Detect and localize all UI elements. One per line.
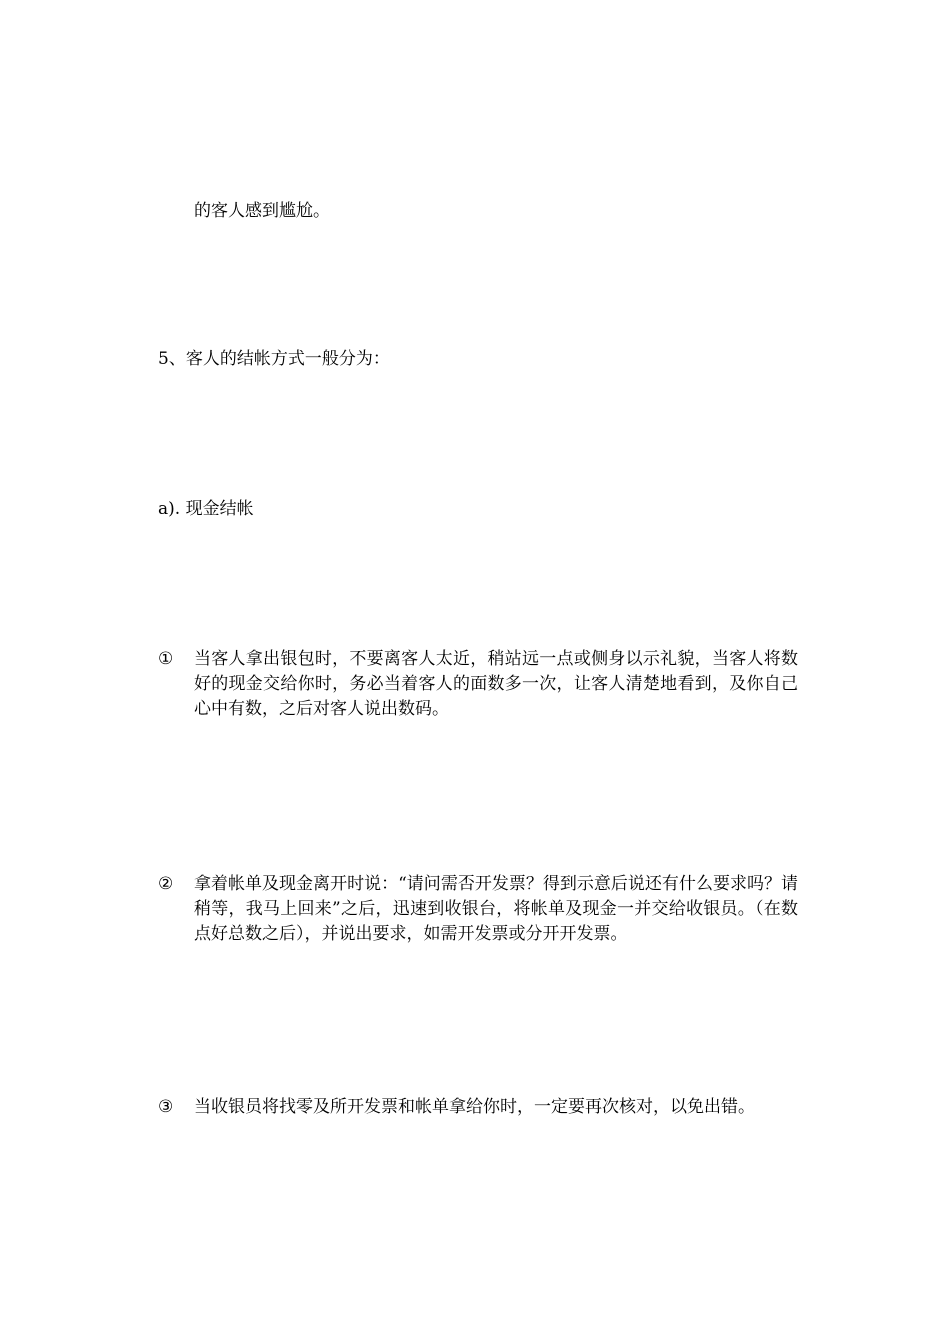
list-item-1	[158, 647, 798, 722]
list-marker: ②	[158, 874, 174, 894]
list-marker: ①	[158, 649, 174, 669]
list-marker: ③	[158, 1097, 174, 1117]
list-item-text: 当客人拿出银包时，不要离客人太近，稍站远一点或侧身以示礼貌，当客人将数好的现金交给你时，务必当着客人的面数多一次，让客人清楚地看到，及你自己心中有数，之后对客人说出数码。	[194, 649, 798, 719]
list-item-2	[158, 872, 798, 947]
continuation-text: 的客人感到尴尬。	[194, 201, 330, 221]
subheading-cash-payment: a). 现金结帐	[158, 499, 254, 519]
list-item-text: 当收银员将找零及所开发票和帐单拿给你时，一定要再次核对，以免出错。	[194, 1097, 755, 1117]
section-heading: 5、客人的结帐方式一般分为：	[158, 349, 390, 369]
list-item-3	[158, 1095, 798, 1120]
list-item-text: 拿着帐单及现金离开时说：“请问需否开发票？得到示意后说还有什么要求吗？请稍等，我马上回来”之后，迅速到收银台，将帐单及现金一并交给收银员。（在数点好总数之后），并说出要求，如需开发票或分开开发票。	[194, 874, 798, 944]
